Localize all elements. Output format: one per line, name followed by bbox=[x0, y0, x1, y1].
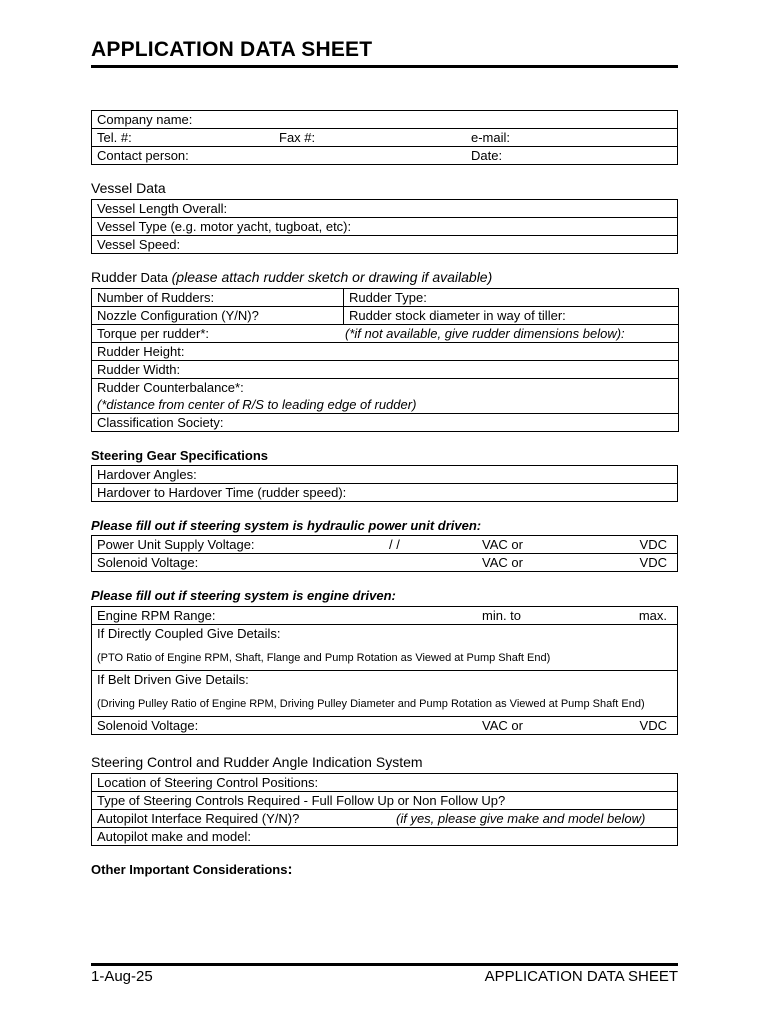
control-locations-field[interactable] bbox=[92, 774, 678, 792]
hydraulic-solenoid-label: Solenoid Voltage: bbox=[97, 555, 199, 570]
rudder-heading bbox=[91, 269, 492, 285]
supply-voltage-slashes: / / bbox=[389, 537, 400, 552]
rudder-heading-main: Rudder bbox=[91, 269, 137, 285]
rudder-width-field[interactable] bbox=[92, 361, 679, 379]
hydraulic-solenoid-row[interactable] bbox=[92, 554, 678, 572]
supply-voltage-label: Power Unit Supply Voltage: bbox=[97, 537, 255, 552]
rudder-height-field[interactable] bbox=[92, 343, 679, 361]
footer-rule bbox=[91, 963, 678, 966]
hydraulic-table bbox=[91, 535, 678, 572]
other-considerations-label: Other Important Considerations bbox=[91, 862, 288, 877]
direct-coupled-note: (PTO Ratio of Engine RPM, Shaft, Flange and Pump Rotation as Viewed at Pump Shaft End) bbox=[97, 652, 551, 664]
torque-label: Torque per rudder*: bbox=[97, 326, 210, 341]
belt-driven-field[interactable] bbox=[92, 671, 678, 717]
torque-row[interactable] bbox=[92, 325, 679, 343]
nozzle-config-label: Nozzle Configuration (Y/N)? bbox=[97, 308, 259, 323]
rudder-stock-label: Rudder stock diameter in way of tiller: bbox=[349, 308, 566, 323]
vessel-type-label: Vessel Type (e.g. motor yacht, tugboat, etc): bbox=[97, 219, 352, 234]
vessel-speed-field[interactable] bbox=[92, 236, 678, 254]
other-considerations-heading bbox=[91, 861, 292, 878]
rpm-range-label: Engine RPM Range: bbox=[97, 608, 216, 623]
hydraulic-heading: Please fill out if steering system is hydraulic power unit driven: bbox=[91, 518, 482, 533]
page-title: APPLICATION DATA SHEET bbox=[91, 38, 373, 61]
rpm-max: max. bbox=[638, 608, 667, 623]
hardover-angles-label: Hardover Angles: bbox=[97, 467, 197, 482]
number-of-rudders-label: Number of Rudders: bbox=[97, 290, 215, 305]
vessel-type-field[interactable] bbox=[92, 218, 678, 236]
control-type-label: Type of Steering Controls Required - Full Follow Up or Non Follow Up? bbox=[97, 793, 506, 808]
vessel-length-field[interactable] bbox=[92, 200, 678, 218]
direct-coupled-label: If Directly Coupled Give Details: bbox=[97, 626, 281, 641]
control-table bbox=[91, 773, 678, 846]
hydraulic-solenoid-vac-or: VAC or bbox=[482, 555, 523, 570]
vessel-length-label: Vessel Length Overall: bbox=[97, 201, 228, 216]
contact-person-label: Contact person: bbox=[97, 148, 189, 163]
rudder-table bbox=[91, 288, 679, 432]
contact-person-row[interactable] bbox=[92, 147, 678, 165]
hydraulic-solenoid-vdc: VDC bbox=[639, 555, 667, 570]
rpm-range-row[interactable] bbox=[92, 607, 678, 625]
tel-fax-email-row[interactable] bbox=[92, 129, 678, 147]
supply-vdc: VDC bbox=[639, 537, 667, 552]
vessel-speed-label: Vessel Speed: bbox=[97, 237, 181, 252]
steering-gear-table bbox=[91, 465, 678, 502]
hardover-time-field[interactable] bbox=[92, 484, 678, 502]
vessel-table bbox=[91, 199, 678, 254]
rudder-counterbalance-label: Rudder Counterbalance*: bbox=[97, 380, 244, 395]
belt-driven-note: (Driving Pulley Ratio of Engine RPM, Driving Pulley Diameter and Pump Rotation as Viewed at Pump Shaft End) bbox=[97, 698, 645, 710]
torque-note: (*if not available, give rudder dimensions below): bbox=[345, 326, 625, 341]
hardover-angles-field[interactable] bbox=[92, 466, 678, 484]
rudder-type-label: Rudder Type: bbox=[349, 290, 427, 305]
autopilot-interface-row[interactable] bbox=[92, 810, 678, 828]
belt-driven-label: If Belt Driven Give Details: bbox=[97, 672, 249, 687]
rudder-heading-note: (please attach rudder sketch or drawing if available) bbox=[171, 269, 493, 285]
title-rule bbox=[91, 65, 678, 68]
rudder-width-label: Rudder Width: bbox=[97, 362, 181, 377]
email-label: e-mail: bbox=[471, 130, 511, 145]
engine-solenoid-vac-or: VAC or bbox=[482, 718, 523, 733]
rudder-counterbalance-note: (*distance from center of R/S to leading edge of rudder) bbox=[97, 397, 417, 412]
other-considerations-colon: : bbox=[287, 861, 293, 878]
nozzle-config-field[interactable] bbox=[92, 307, 344, 325]
rudder-type-field[interactable] bbox=[344, 289, 679, 307]
control-locations-label: Location of Steering Control Positions: bbox=[97, 775, 319, 790]
autopilot-model-field[interactable] bbox=[92, 828, 678, 846]
date-label: Date: bbox=[471, 148, 503, 163]
vessel-heading: Vessel Data bbox=[91, 180, 166, 196]
number-of-rudders-field[interactable] bbox=[92, 289, 344, 307]
control-type-field[interactable] bbox=[92, 792, 678, 810]
autopilot-model-label: Autopilot make and model: bbox=[97, 829, 251, 844]
control-heading: Steering Control and Rudder Angle Indication System bbox=[91, 754, 423, 770]
rudder-heading-data: Data bbox=[140, 270, 169, 285]
footer-date: 1-Aug-25 bbox=[91, 968, 153, 985]
autopilot-interface-note: (if yes, please give make and model below) bbox=[396, 811, 646, 826]
engine-solenoid-row[interactable] bbox=[92, 717, 678, 735]
autopilot-interface-label: Autopilot Interface Required (Y/N)? bbox=[97, 811, 300, 826]
hardover-time-label: Hardover to Hardover Time (rudder speed): bbox=[97, 485, 347, 500]
supply-voltage-row[interactable] bbox=[92, 536, 678, 554]
engine-heading: Please fill out if steering system is engine driven: bbox=[91, 588, 396, 603]
footer-title: APPLICATION DATA SHEET bbox=[484, 968, 678, 985]
tel-label: Tel. #: bbox=[97, 130, 132, 145]
rudder-counterbalance-field[interactable] bbox=[92, 379, 679, 414]
company-name-label: Company name: bbox=[97, 112, 193, 127]
rudder-height-label: Rudder Height: bbox=[97, 344, 185, 359]
contact-table bbox=[91, 110, 678, 165]
rpm-min-to: min. to bbox=[482, 608, 522, 623]
classification-society-field[interactable] bbox=[92, 414, 679, 432]
supply-vac-or: VAC or bbox=[482, 537, 523, 552]
classification-society-label: Classification Society: bbox=[97, 415, 224, 430]
engine-table bbox=[91, 606, 678, 735]
fax-label: Fax #: bbox=[279, 130, 316, 145]
engine-solenoid-vdc: VDC bbox=[639, 718, 667, 733]
steering-gear-heading: Steering Gear Specifications bbox=[91, 448, 269, 463]
engine-solenoid-label: Solenoid Voltage: bbox=[97, 718, 199, 733]
direct-coupled-field[interactable] bbox=[92, 625, 678, 671]
company-name-field[interactable] bbox=[92, 111, 678, 129]
rudder-stock-field[interactable] bbox=[344, 307, 679, 325]
